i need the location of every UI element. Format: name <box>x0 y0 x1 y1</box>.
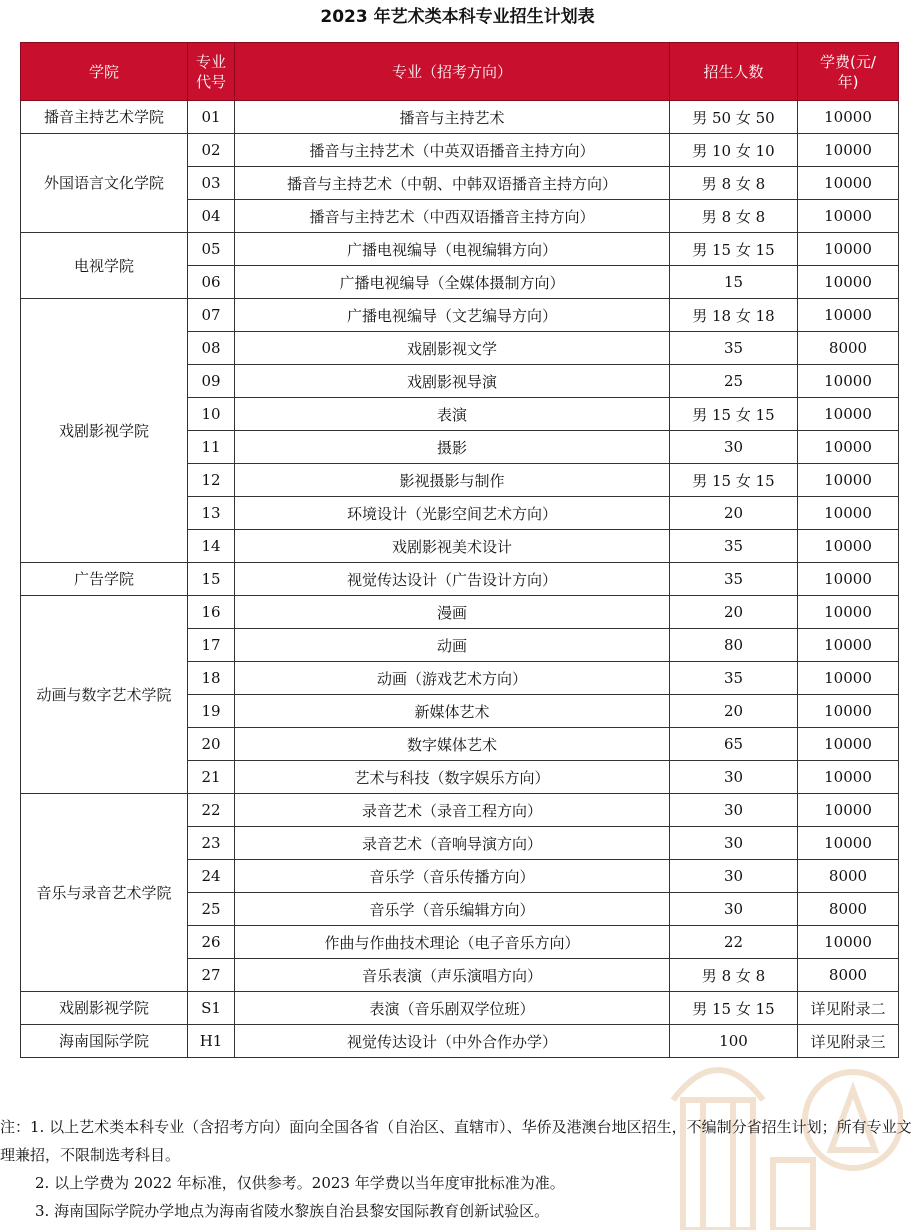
enrollment-quota: 15 <box>670 266 798 299</box>
major-code: 21 <box>188 761 235 794</box>
major-code: 01 <box>188 101 235 134</box>
college-cell: 广告学院 <box>21 563 188 596</box>
major-code: 10 <box>188 398 235 431</box>
enrollment-quota: 20 <box>670 497 798 530</box>
tuition-fee: 10000 <box>798 563 899 596</box>
major-code: 18 <box>188 662 235 695</box>
enrollment-quota: 80 <box>670 629 798 662</box>
enrollment-quota: 22 <box>670 926 798 959</box>
enrollment-quota: 35 <box>670 563 798 596</box>
major-code: 14 <box>188 530 235 563</box>
college-cell: 播音主持艺术学院 <box>21 101 188 134</box>
tuition-fee: 10000 <box>798 101 899 134</box>
enrollment-quota: 20 <box>670 695 798 728</box>
major-name: 播音与主持艺术（中西双语播音主持方向） <box>235 200 670 233</box>
major-name: 新媒体艺术 <box>235 695 670 728</box>
tuition-fee: 8000 <box>798 893 899 926</box>
major-code: 05 <box>188 233 235 266</box>
table-row <box>21 794 899 827</box>
enrollment-quota: 男 15 女 15 <box>670 398 798 431</box>
table-row <box>21 233 899 266</box>
major-code: 07 <box>188 299 235 332</box>
major-code: 15 <box>188 563 235 596</box>
major-code: 22 <box>188 794 235 827</box>
tuition-fee: 10000 <box>798 662 899 695</box>
major-code: S1 <box>188 992 235 1025</box>
tuition-fee: 10000 <box>798 926 899 959</box>
major-code: 12 <box>188 464 235 497</box>
major-code: 11 <box>188 431 235 464</box>
tuition-fee: 10000 <box>798 464 899 497</box>
college-cell: 外国语言文化学院 <box>21 134 188 233</box>
enrollment-quota: 35 <box>670 662 798 695</box>
college-cell: 音乐与录音艺术学院 <box>21 794 188 992</box>
tuition-fee: 10000 <box>798 299 899 332</box>
tuition-fee: 10000 <box>798 398 899 431</box>
tuition-fee: 10000 <box>798 431 899 464</box>
major-name: 播音与主持艺术（中朝、中韩双语播音主持方向） <box>235 167 670 200</box>
major-code: 20 <box>188 728 235 761</box>
major-code: 23 <box>188 827 235 860</box>
tuition-fee: 10000 <box>798 728 899 761</box>
enrollment-quota: 男 15 女 15 <box>670 233 798 266</box>
tuition-fee: 10000 <box>798 695 899 728</box>
major-code: 27 <box>188 959 235 992</box>
major-name: 影视摄影与制作 <box>235 464 670 497</box>
header-major: 专业（招考方向） <box>235 43 670 101</box>
note-2: 2. 以上学费为 2022 年标准，仅供参考。2023 年学费以当年度审批标准为准。 <box>35 1174 565 1192</box>
enrollment-quota: 30 <box>670 827 798 860</box>
enrollment-quota: 男 10 女 10 <box>670 134 798 167</box>
major-name: 表演 <box>235 398 670 431</box>
table-row <box>21 992 899 1025</box>
major-code: 25 <box>188 893 235 926</box>
table-row <box>21 134 899 167</box>
major-name: 视觉传达设计（中外合作办学） <box>235 1025 670 1058</box>
major-code: 09 <box>188 365 235 398</box>
major-name: 表演（音乐剧双学位班） <box>235 992 670 1025</box>
major-code: 26 <box>188 926 235 959</box>
tuition-fee: 8000 <box>798 332 899 365</box>
table-row <box>21 563 899 596</box>
tuition-fee: 8000 <box>798 959 899 992</box>
enrollment-quota: 35 <box>670 530 798 563</box>
enrollment-quota: 35 <box>670 332 798 365</box>
major-name: 音乐学（音乐传播方向） <box>235 860 670 893</box>
major-code: 17 <box>188 629 235 662</box>
header-fee <box>798 43 899 101</box>
header-fee-text: 学费(元/年) <box>820 52 876 91</box>
major-name: 艺术与科技（数字娱乐方向） <box>235 761 670 794</box>
tuition-fee: 10000 <box>798 596 899 629</box>
major-code: 24 <box>188 860 235 893</box>
major-name: 环境设计（光影空间艺术方向） <box>235 497 670 530</box>
enrollment-quota: 20 <box>670 596 798 629</box>
tuition-fee: 10000 <box>798 629 899 662</box>
major-name: 播音与主持艺术 <box>235 101 670 134</box>
major-name: 动画 <box>235 629 670 662</box>
major-name: 录音艺术（录音工程方向） <box>235 794 670 827</box>
enrollment-quota: 25 <box>670 365 798 398</box>
major-code: 16 <box>188 596 235 629</box>
enrollment-quota: 男 8 女 8 <box>670 959 798 992</box>
major-name: 漫画 <box>235 596 670 629</box>
college-cell: 海南国际学院 <box>21 1025 188 1058</box>
major-code: 04 <box>188 200 235 233</box>
table-row <box>21 596 899 629</box>
tuition-fee: 详见附录三 <box>798 1025 899 1058</box>
tuition-fee: 10000 <box>798 266 899 299</box>
major-name: 数字媒体艺术 <box>235 728 670 761</box>
enrollment-quota: 30 <box>670 431 798 464</box>
enrollment-quota: 男 50 女 50 <box>670 101 798 134</box>
major-name: 音乐表演（声乐演唱方向） <box>235 959 670 992</box>
enrollment-quota: 30 <box>670 860 798 893</box>
table-header-row <box>21 43 899 101</box>
major-code: H1 <box>188 1025 235 1058</box>
major-name: 广播电视编导（文艺编导方向） <box>235 299 670 332</box>
tuition-fee: 8000 <box>798 860 899 893</box>
page-title: 2023 年艺术类本科专业招生计划表 <box>320 7 595 27</box>
enrollment-quota: 男 15 女 15 <box>670 464 798 497</box>
enrollment-quota: 30 <box>670 893 798 926</box>
major-code: 06 <box>188 266 235 299</box>
table-row <box>21 1025 899 1058</box>
header-quota: 招生人数 <box>670 43 798 101</box>
enrollment-quota: 30 <box>670 761 798 794</box>
tuition-fee: 10000 <box>798 794 899 827</box>
major-name: 音乐学（音乐编辑方向） <box>235 893 670 926</box>
table-row <box>21 101 899 134</box>
major-name: 戏剧影视导演 <box>235 365 670 398</box>
major-code: 02 <box>188 134 235 167</box>
enrollment-quota: 男 8 女 8 <box>670 167 798 200</box>
enrollment-quota: 100 <box>670 1025 798 1058</box>
major-code: 03 <box>188 167 235 200</box>
notes-section <box>0 1113 912 1225</box>
tuition-fee: 10000 <box>798 365 899 398</box>
header-code-text: 专业代号 <box>195 52 226 91</box>
major-code: 08 <box>188 332 235 365</box>
major-name: 广播电视编导（全媒体摄制方向） <box>235 266 670 299</box>
major-code: 13 <box>188 497 235 530</box>
tuition-fee: 10000 <box>798 134 899 167</box>
note-1: 注：1. 以上艺术类本科专业（含招考方向）面向全国各省（自治区、直辖市）、华侨及港澳台地区招生，不编制分省招生计划；所有专业文理兼招，不限制选考科目。 <box>0 1118 912 1164</box>
major-code: 19 <box>188 695 235 728</box>
enrollment-quota: 65 <box>670 728 798 761</box>
major-name: 动画（游戏艺术方向） <box>235 662 670 695</box>
major-name: 录音艺术（音响导演方向） <box>235 827 670 860</box>
college-cell: 戏剧影视学院 <box>21 992 188 1025</box>
major-name: 广播电视编导（电视编辑方向） <box>235 233 670 266</box>
college-cell: 戏剧影视学院 <box>21 299 188 563</box>
tuition-fee: 10000 <box>798 200 899 233</box>
major-name: 摄影 <box>235 431 670 464</box>
tuition-fee: 10000 <box>798 761 899 794</box>
tuition-fee: 10000 <box>798 497 899 530</box>
header-code <box>188 43 235 101</box>
college-cell: 动画与数字艺术学院 <box>21 596 188 794</box>
major-name: 播音与主持艺术（中英双语播音主持方向） <box>235 134 670 167</box>
tuition-fee: 10000 <box>798 530 899 563</box>
enrollment-quota: 30 <box>670 794 798 827</box>
note-3: 3. 海南国际学院办学地点为海南省陵水黎族自治县黎安国际教育创新试验区。 <box>35 1202 550 1220</box>
enrollment-quota: 男 18 女 18 <box>670 299 798 332</box>
enrollment-quota: 男 15 女 15 <box>670 992 798 1025</box>
tuition-fee: 10000 <box>798 233 899 266</box>
enrollment-quota: 男 8 女 8 <box>670 200 798 233</box>
major-name: 戏剧影视文学 <box>235 332 670 365</box>
header-college: 学院 <box>21 43 188 101</box>
table-row <box>21 299 899 332</box>
enrollment-plan-table <box>20 42 899 1058</box>
tuition-fee: 10000 <box>798 167 899 200</box>
major-name: 作曲与作曲技术理论（电子音乐方向） <box>235 926 670 959</box>
tuition-fee: 详见附录二 <box>798 992 899 1025</box>
major-name: 视觉传达设计（广告设计方向） <box>235 563 670 596</box>
major-name: 戏剧影视美术设计 <box>235 530 670 563</box>
tuition-fee: 10000 <box>798 827 899 860</box>
college-cell: 电视学院 <box>21 233 188 299</box>
